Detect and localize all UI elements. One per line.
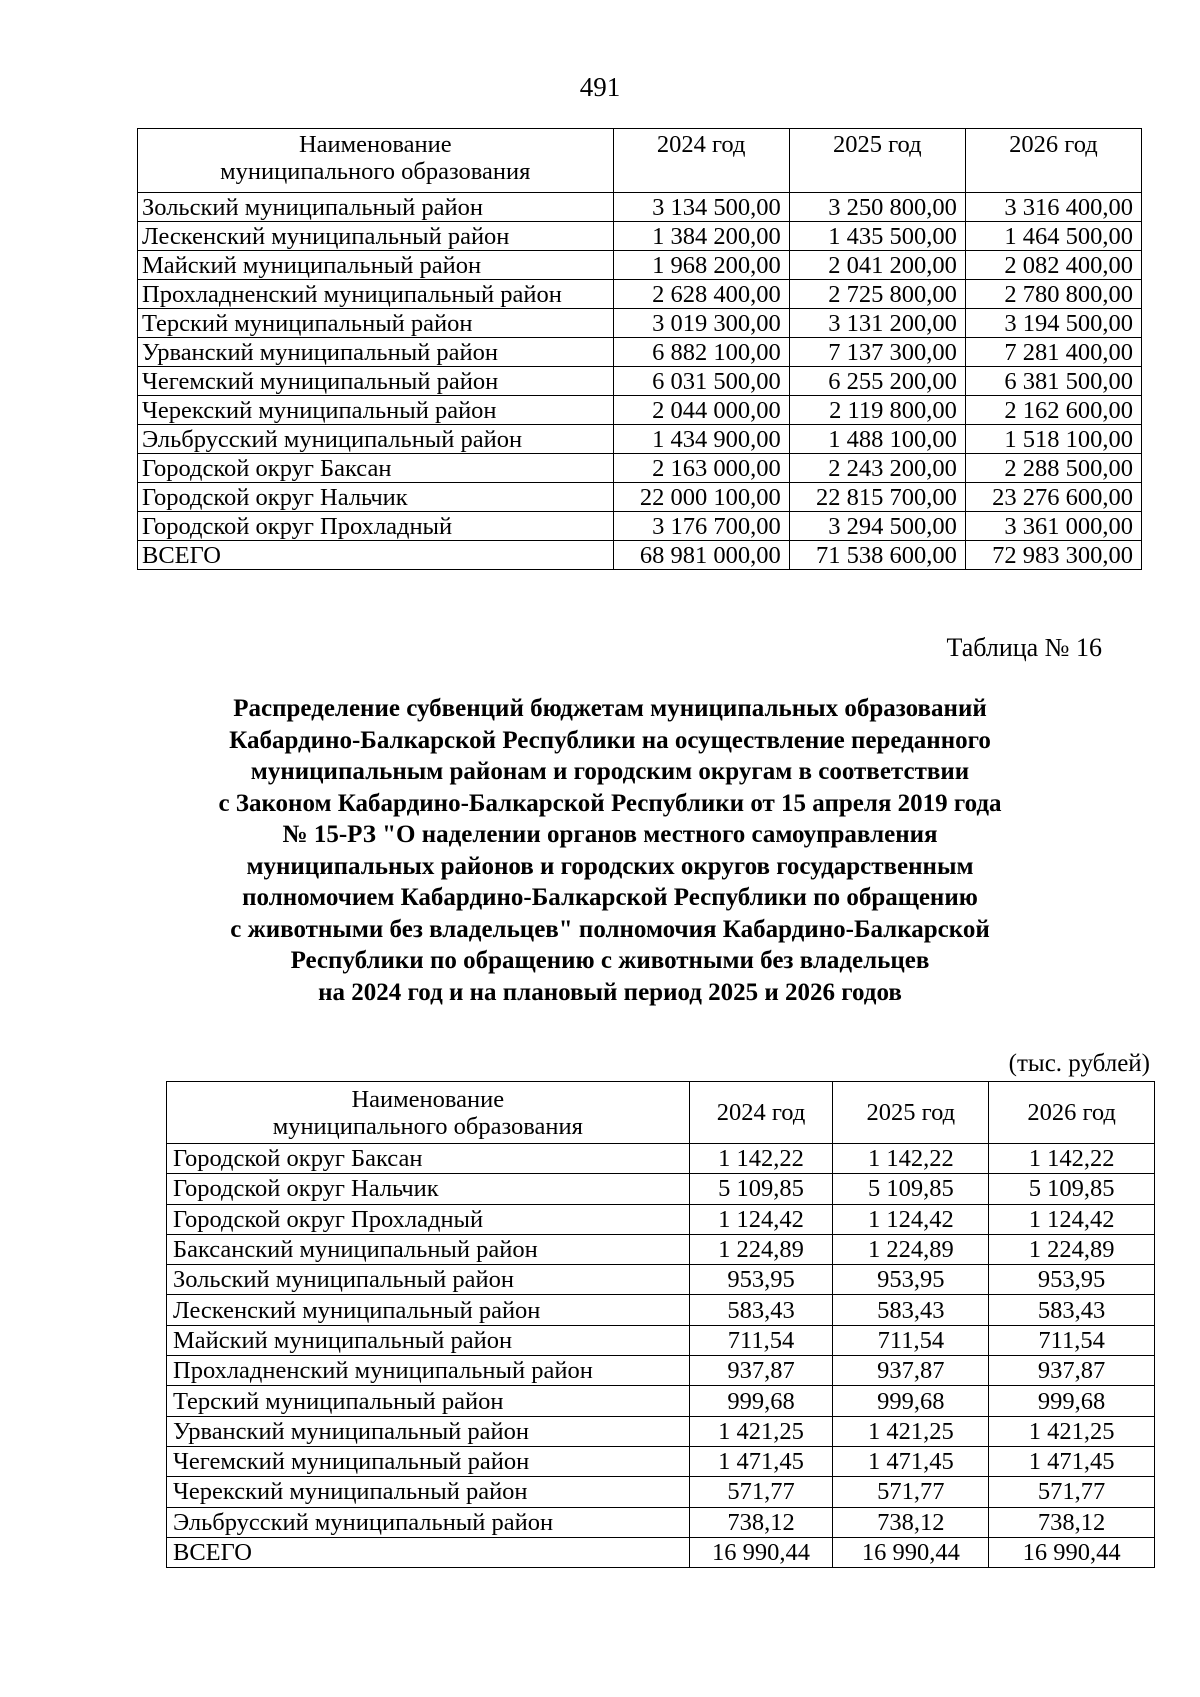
title-line: с животными без владельцев" полномочия Кабардино-Балкарской (230, 915, 990, 943)
value-2026-cell: 3 361 000,00 (965, 512, 1141, 541)
municipality-cell: Эльбрусский муниципальный район (167, 1507, 690, 1537)
value-2026-cell: 937,87 (989, 1356, 1155, 1386)
value-2025-cell: 1 488 100,00 (789, 425, 965, 454)
table-body (138, 193, 1142, 570)
header-2026: 2026 год (965, 129, 1141, 193)
table-row (138, 251, 1142, 280)
table-row (138, 483, 1142, 512)
value-2024-cell: 1 471,45 (689, 1446, 833, 1476)
value-2025-cell: 1 435 500,00 (789, 222, 965, 251)
value-2026-cell: 2 082 400,00 (965, 251, 1141, 280)
table-row (138, 396, 1142, 425)
value-2026-cell: 1 142,22 (989, 1144, 1155, 1174)
value-2024-cell: 6 031 500,00 (613, 367, 789, 396)
title-line: на 2024 год и на плановый период 2025 и 2026 годов (318, 978, 902, 1006)
value-2025-cell: 1 471,45 (833, 1446, 989, 1476)
table-row (167, 1204, 1155, 1234)
value-2025-cell: 2 725 800,00 (789, 280, 965, 309)
municipality-cell: Лескенский муниципальный район (138, 222, 614, 251)
municipality-cell: Терский муниципальный район (167, 1386, 690, 1416)
value-2025-cell: 2 119 800,00 (789, 396, 965, 425)
value-2025-cell: 16 990,44 (833, 1537, 989, 1567)
value-2026-cell: 7 281 400,00 (965, 338, 1141, 367)
value-2026-cell: 3 316 400,00 (965, 193, 1141, 222)
table-header-row (167, 1082, 1155, 1144)
municipality-cell: Терский муниципальный район (138, 309, 614, 338)
value-2024-cell: 1 124,42 (689, 1204, 833, 1234)
table-number-label: Таблица № 16 (946, 633, 1102, 662)
value-2024-cell: 3 019 300,00 (613, 309, 789, 338)
value-2025-cell: 3 131 200,00 (789, 309, 965, 338)
municipality-cell: Прохладненский муниципальный район (167, 1356, 690, 1386)
units-label: (тыс. рублей) (1008, 1050, 1150, 1077)
value-2026-cell: 2 780 800,00 (965, 280, 1141, 309)
header-name-line2: муниципального образования (220, 158, 531, 185)
municipality-cell: Черекский муниципальный район (138, 396, 614, 425)
value-2024-cell: 953,95 (689, 1265, 833, 1295)
value-2025-cell: 937,87 (833, 1356, 989, 1386)
value-2024-cell: 22 000 100,00 (613, 483, 789, 512)
municipality-cell: Майский муниципальный район (167, 1325, 690, 1355)
value-2024-cell: 1 421,25 (689, 1416, 833, 1446)
value-2025-cell: 2 243 200,00 (789, 454, 965, 483)
municipality-cell: Эльбрусский муниципальный район (138, 425, 614, 454)
municipality-cell: Майский муниципальный район (138, 251, 614, 280)
table-header-row (138, 129, 1142, 193)
table-row (167, 1416, 1155, 1446)
header-2024: 2024 год (613, 129, 789, 193)
municipality-cell: Городской округ Баксан (167, 1144, 690, 1174)
header-2024: 2024 год (689, 1082, 833, 1144)
value-2025-cell: 583,43 (833, 1295, 989, 1325)
value-2025-cell: 2 041 200,00 (789, 251, 965, 280)
title-line: с Законом Кабардино-Балкарской Республики от 15 апреля 2019 года (218, 789, 1002, 817)
title-line: полномочием Кабардино-Балкарской Республики по обращению (242, 884, 978, 911)
value-2025-cell: 22 815 700,00 (789, 483, 965, 512)
table-row (138, 541, 1142, 570)
value-2024-cell: 1 968 200,00 (613, 251, 789, 280)
value-2024-cell: 5 109,85 (689, 1174, 833, 1204)
table-row (138, 512, 1142, 541)
value-2026-cell: 3 194 500,00 (965, 309, 1141, 338)
value-2025-cell: 1 124,42 (833, 1204, 989, 1234)
header-2025: 2025 год (833, 1082, 989, 1144)
value-2024-cell: 3 134 500,00 (613, 193, 789, 222)
title-line: Кабардино-Балкарской Республики на осуществление переданного (229, 726, 991, 754)
value-2024-cell: 1 224,89 (689, 1234, 833, 1264)
value-2024-cell: 711,54 (689, 1325, 833, 1355)
municipality-cell: Городской округ Баксан (138, 454, 614, 483)
municipality-cell: Чегемский муниципальный район (167, 1446, 690, 1476)
value-2024-cell: 1 434 900,00 (613, 425, 789, 454)
header-2026: 2026 год (989, 1082, 1155, 1144)
municipality-cell: ВСЕГО (138, 541, 614, 570)
municipality-cell: Зольский муниципальный район (138, 193, 614, 222)
municipality-cell: Урванский муниципальный район (138, 338, 614, 367)
value-2026-cell: 711,54 (989, 1325, 1155, 1355)
municipality-cell: Городской округ Нальчик (167, 1174, 690, 1204)
header-name-line2: муниципального образования (272, 1112, 583, 1140)
municipality-cell: Городской округ Нальчик (138, 483, 614, 512)
table-row (138, 338, 1142, 367)
municipality-cell: Чегемский муниципальный район (138, 367, 614, 396)
value-2024-cell: 2 044 000,00 (613, 396, 789, 425)
table-row (138, 222, 1142, 251)
value-2024-cell: 2 628 400,00 (613, 280, 789, 309)
value-2026-cell: 16 990,44 (989, 1537, 1155, 1567)
value-2024-cell: 1 384 200,00 (613, 222, 789, 251)
value-2024-cell: 68 981 000,00 (613, 541, 789, 570)
value-2025-cell: 3 250 800,00 (789, 193, 965, 222)
title-line: Республики по обращению с животными без владельцев (290, 947, 930, 974)
value-2026-cell: 999,68 (989, 1386, 1155, 1416)
value-2024-cell: 1 142,22 (689, 1144, 833, 1174)
header-municipality (138, 129, 614, 193)
table-row (167, 1265, 1155, 1295)
value-2025-cell: 953,95 (833, 1265, 989, 1295)
municipality-cell: ВСЕГО (167, 1537, 690, 1567)
table-body (167, 1144, 1155, 1568)
document-title (150, 693, 1070, 1008)
municipality-cell: Черекский муниципальный район (167, 1477, 690, 1507)
municipality-cell: Баксанский муниципальный район (167, 1234, 690, 1264)
value-2024-cell: 571,77 (689, 1477, 833, 1507)
table-row (167, 1477, 1155, 1507)
value-2026-cell: 1 471,45 (989, 1446, 1155, 1476)
municipality-cell: Лескенский муниципальный район (167, 1295, 690, 1325)
municipality-cell: Зольский муниципальный район (167, 1265, 690, 1295)
value-2026-cell: 6 381 500,00 (965, 367, 1141, 396)
value-2026-cell: 583,43 (989, 1295, 1155, 1325)
value-2026-cell: 23 276 600,00 (965, 483, 1141, 512)
value-2024-cell: 583,43 (689, 1295, 833, 1325)
table-row (167, 1325, 1155, 1355)
value-2025-cell: 5 109,85 (833, 1174, 989, 1204)
value-2024-cell: 999,68 (689, 1386, 833, 1416)
municipality-cell: Городской округ Прохладный (167, 1204, 690, 1234)
value-2025-cell: 738,12 (833, 1507, 989, 1537)
value-2025-cell: 7 137 300,00 (789, 338, 965, 367)
value-2026-cell: 738,12 (989, 1507, 1155, 1537)
value-2025-cell: 3 294 500,00 (789, 512, 965, 541)
allocation-table-previous (137, 128, 1142, 570)
municipality-cell: Урванский муниципальный район (167, 1416, 690, 1446)
header-name-line1: Наименование (351, 1085, 505, 1113)
table-row (138, 425, 1142, 454)
header-2025: 2025 год (789, 129, 965, 193)
value-2024-cell: 6 882 100,00 (613, 338, 789, 367)
value-2025-cell: 711,54 (833, 1325, 989, 1355)
page-number: 491 (579, 72, 621, 102)
table-row (167, 1174, 1155, 1204)
header-name-line1: Наименование (298, 131, 452, 158)
table-row (138, 280, 1142, 309)
table-row (167, 1446, 1155, 1476)
header-municipality (167, 1082, 690, 1144)
allocation-table-16 (166, 1081, 1155, 1568)
value-2026-cell: 5 109,85 (989, 1174, 1155, 1204)
table-row (167, 1537, 1155, 1567)
value-2026-cell: 72 983 300,00 (965, 541, 1141, 570)
table-row (138, 454, 1142, 483)
value-2026-cell: 1 124,42 (989, 1204, 1155, 1234)
table-row (167, 1144, 1155, 1174)
value-2024-cell: 2 163 000,00 (613, 454, 789, 483)
value-2024-cell: 3 176 700,00 (613, 512, 789, 541)
value-2025-cell: 999,68 (833, 1386, 989, 1416)
value-2025-cell: 6 255 200,00 (789, 367, 965, 396)
title-line: муниципальным районам и городским округам в соответствии (250, 758, 970, 785)
value-2024-cell: 937,87 (689, 1356, 833, 1386)
value-2026-cell: 2 288 500,00 (965, 454, 1141, 483)
value-2026-cell: 571,77 (989, 1477, 1155, 1507)
table-row (167, 1295, 1155, 1325)
value-2026-cell: 953,95 (989, 1265, 1155, 1295)
title-line: Распределение субвенций бюджетам муниципальных образований (233, 695, 987, 722)
municipality-cell: Городской округ Прохладный (138, 512, 614, 541)
title-line: № 15-РЗ "О наделении органов местного самоуправления (282, 821, 938, 848)
municipality-cell: Прохладненский муниципальный район (138, 280, 614, 309)
value-2024-cell: 16 990,44 (689, 1537, 833, 1567)
value-2024-cell: 738,12 (689, 1507, 833, 1537)
value-2026-cell: 2 162 600,00 (965, 396, 1141, 425)
value-2026-cell: 1 224,89 (989, 1234, 1155, 1264)
title-line: муниципальных районов и городских округов государственным (246, 852, 974, 880)
value-2025-cell: 1 421,25 (833, 1416, 989, 1446)
table-row (167, 1356, 1155, 1386)
table-row (167, 1234, 1155, 1264)
table-row (167, 1386, 1155, 1416)
value-2025-cell: 571,77 (833, 1477, 989, 1507)
table-row (167, 1507, 1155, 1537)
value-2026-cell: 1 421,25 (989, 1416, 1155, 1446)
table-row (138, 309, 1142, 338)
value-2025-cell: 1 224,89 (833, 1234, 989, 1264)
table-row (138, 367, 1142, 396)
value-2025-cell: 71 538 600,00 (789, 541, 965, 570)
value-2026-cell: 1 518 100,00 (965, 425, 1141, 454)
table-row (138, 193, 1142, 222)
value-2025-cell: 1 142,22 (833, 1144, 989, 1174)
value-2026-cell: 1 464 500,00 (965, 222, 1141, 251)
